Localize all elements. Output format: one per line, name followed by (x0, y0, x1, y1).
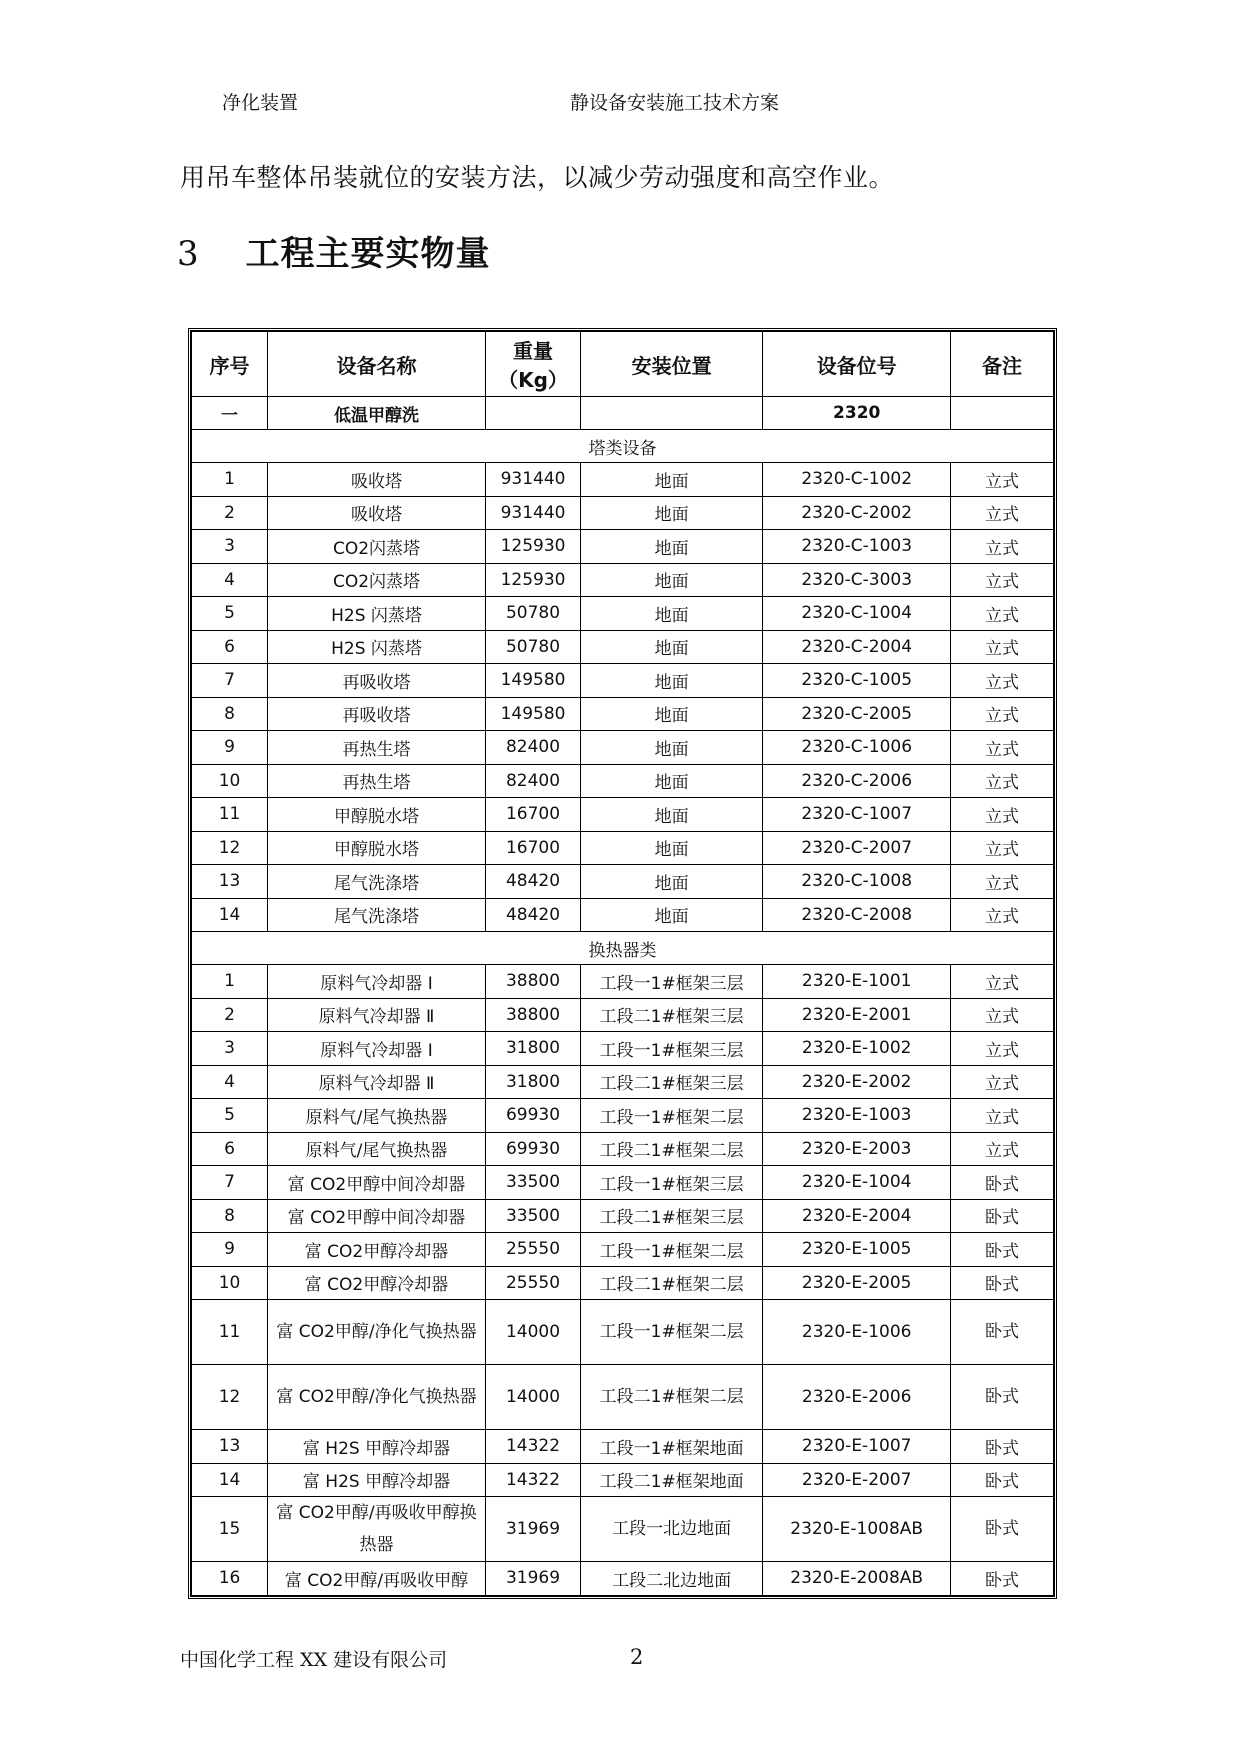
cell-remark: 立式 (951, 530, 1054, 564)
cell-weight: 31800 (486, 1065, 581, 1099)
cell-seq: 2 (192, 998, 268, 1032)
cell-seq: 14 (192, 1463, 268, 1497)
cell-remark: 立式 (951, 764, 1054, 798)
cell-weight: 50780 (486, 630, 581, 664)
cell-location: 地面 (581, 664, 763, 698)
table-row (192, 563, 1054, 597)
cell-seq: 4 (192, 1065, 268, 1099)
cell-location: 工段二1#框架三层 (581, 1065, 763, 1099)
header-seq: 序号 (192, 332, 268, 397)
cell-location: 地面 (581, 530, 763, 564)
cell-weight: 16700 (486, 831, 581, 865)
table-header-row (192, 332, 1054, 397)
table-row (192, 463, 1054, 497)
cell-weight: 14000 (486, 1300, 581, 1365)
cell-seq: 14 (192, 898, 268, 932)
cell-location: 工段一1#框架二层 (581, 1233, 763, 1267)
table-row (192, 865, 1054, 899)
table-row (192, 664, 1054, 698)
cell-tag: 2320-C-1005 (763, 664, 951, 698)
cell-tag: 2320-C-2006 (763, 764, 951, 798)
cell-seq: 15 (192, 1497, 268, 1562)
cell-location: 地面 (581, 865, 763, 899)
cell-location: 地面 (581, 697, 763, 731)
cell-tag: 2320-C-3003 (763, 563, 951, 597)
category-label: 塔类设备 (192, 430, 1054, 463)
table-row (192, 998, 1054, 1032)
cell-name: 富 CO2甲醇冷却器 (268, 1233, 486, 1267)
category-label: 换热器类 (192, 932, 1054, 965)
cell-tag: 2320-C-1006 (763, 731, 951, 765)
equipment-table (188, 328, 1057, 1599)
cell-location: 地面 (581, 798, 763, 832)
cell-seq: 10 (192, 1266, 268, 1300)
page-footer (0, 1645, 1241, 1675)
cell-name: 吸收塔 (268, 496, 486, 530)
cell-seq: 7 (192, 1166, 268, 1200)
group-seq: 一 (192, 397, 268, 430)
cell-tag: 2320-E-2001 (763, 998, 951, 1032)
cell-location: 地面 (581, 563, 763, 597)
cell-seq: 10 (192, 764, 268, 798)
cell-name: 再吸收塔 (268, 664, 486, 698)
cell-seq: 5 (192, 1099, 268, 1133)
cell-location: 工段一1#框架三层 (581, 1032, 763, 1066)
cell-tag: 2320-E-1007 (763, 1430, 951, 1464)
cell-seq: 3 (192, 1032, 268, 1066)
cell-seq: 13 (192, 865, 268, 899)
cell-weight: 125930 (486, 530, 581, 564)
table-row (192, 1497, 1054, 1562)
header-tag: 设备位号 (763, 332, 951, 397)
cell-weight: 25550 (486, 1266, 581, 1300)
cell-tag: 2320-E-1001 (763, 965, 951, 999)
cell-tag: 2320-C-1002 (763, 463, 951, 497)
table-row (192, 1300, 1054, 1365)
intro-paragraph: 用吊车整体吊装就位的安装方法，以减少劳动强度和高空作业。 (180, 163, 895, 192)
cell-remark: 立式 (951, 898, 1054, 932)
cell-location: 工段二1#框架地面 (581, 1463, 763, 1497)
cell-weight: 31969 (486, 1497, 581, 1562)
table-row (192, 1233, 1054, 1267)
cell-name: 甲醇脱水塔 (268, 831, 486, 865)
cell-name: 富 CO2甲醇中间冷却器 (268, 1199, 486, 1233)
cell-remark: 卧式 (951, 1199, 1054, 1233)
cell-remark: 立式 (951, 1032, 1054, 1066)
cell-tag: 2320-E-1006 (763, 1300, 951, 1365)
cell-weight: 931440 (486, 463, 581, 497)
cell-location: 地面 (581, 731, 763, 765)
cell-remark: 卧式 (951, 1365, 1054, 1430)
cell-name: 原料气冷却器 Ⅱ (268, 998, 486, 1032)
cell-weight: 48420 (486, 865, 581, 899)
cell-tag: 2320-E-2005 (763, 1266, 951, 1300)
cell-name: H2S 闪蒸塔 (268, 597, 486, 631)
cell-tag: 2320-E-2003 (763, 1132, 951, 1166)
cell-weight: 149580 (486, 697, 581, 731)
cell-weight: 25550 (486, 1233, 581, 1267)
cell-remark: 立式 (951, 865, 1054, 899)
cell-weight: 14322 (486, 1463, 581, 1497)
cell-name: 吸收塔 (268, 463, 486, 497)
cell-remark: 立式 (951, 1065, 1054, 1099)
table-row (192, 597, 1054, 631)
cell-weight: 33500 (486, 1199, 581, 1233)
cell-location: 工段一1#框架三层 (581, 965, 763, 999)
cell-location: 地面 (581, 597, 763, 631)
cell-remark: 卧式 (951, 1233, 1054, 1267)
cell-name: H2S 闪蒸塔 (268, 630, 486, 664)
table-row (192, 898, 1054, 932)
cell-seq: 12 (192, 1365, 268, 1430)
cell-location: 工段一1#框架二层 (581, 1300, 763, 1365)
table-row (192, 530, 1054, 564)
cell-seq: 5 (192, 597, 268, 631)
table-row (192, 1032, 1054, 1066)
cell-location: 地面 (581, 898, 763, 932)
cell-location: 地面 (581, 496, 763, 530)
cell-name: 原料气冷却器 Ⅰ (268, 965, 486, 999)
cell-remark: 卧式 (951, 1562, 1054, 1596)
cell-tag: 2320-C-2002 (763, 496, 951, 530)
cell-name: 原料气冷却器 Ⅱ (268, 1065, 486, 1099)
header-weight (486, 332, 581, 397)
cell-seq: 6 (192, 1132, 268, 1166)
cell-seq: 1 (192, 965, 268, 999)
cell-weight: 82400 (486, 731, 581, 765)
header-left: 净化装置 (222, 92, 299, 114)
cell-location: 工段一北边地面 (581, 1497, 763, 1562)
cell-remark: 卧式 (951, 1497, 1054, 1562)
cell-name: 原料气/尾气换热器 (268, 1099, 486, 1133)
table-row (192, 831, 1054, 865)
cell-name: 再热生塔 (268, 764, 486, 798)
cell-name: 尾气洗涤塔 (268, 865, 486, 899)
cell-name: 甲醇脱水塔 (268, 798, 486, 832)
header-location: 安装位置 (581, 332, 763, 397)
cell-tag: 2320-C-1004 (763, 597, 951, 631)
table-row (192, 1132, 1054, 1166)
cell-weight: 50780 (486, 597, 581, 631)
cell-weight: 48420 (486, 898, 581, 932)
cell-seq: 11 (192, 1300, 268, 1365)
cell-name: 再热生塔 (268, 731, 486, 765)
cell-location: 工段一1#框架二层 (581, 1099, 763, 1133)
cell-tag: 2320-C-1007 (763, 798, 951, 832)
cell-name: 原料气冷却器 Ⅰ (268, 1032, 486, 1066)
cell-name: 富 CO2甲醇中间冷却器 (268, 1166, 486, 1200)
cell-seq: 11 (192, 798, 268, 832)
cell-name: CO2闪蒸塔 (268, 530, 486, 564)
table-row (192, 1266, 1054, 1300)
cell-weight: 38800 (486, 998, 581, 1032)
cell-tag: 2320-C-2005 (763, 697, 951, 731)
cell-remark: 立式 (951, 1132, 1054, 1166)
cell-seq: 4 (192, 563, 268, 597)
page-header (0, 88, 1241, 118)
header-remark: 备注 (951, 332, 1054, 397)
cell-tag: 2320-E-2008AB (763, 1562, 951, 1596)
cell-name: 原料气/尾气换热器 (268, 1132, 486, 1166)
category-row-exchangers (192, 932, 1054, 965)
cell-remark: 卧式 (951, 1266, 1054, 1300)
cell-name: 富 CO2甲醇/净化气换热器 (268, 1300, 486, 1365)
cell-weight: 31969 (486, 1562, 581, 1596)
cell-remark: 卧式 (951, 1300, 1054, 1365)
cell-tag: 2320-E-1005 (763, 1233, 951, 1267)
cell-remark: 卧式 (951, 1430, 1054, 1464)
cell-seq: 8 (192, 697, 268, 731)
table-row (192, 1365, 1054, 1430)
cell-remark: 立式 (951, 496, 1054, 530)
cell-remark: 立式 (951, 597, 1054, 631)
cell-location: 工段一1#框架地面 (581, 1430, 763, 1464)
cell-seq: 6 (192, 630, 268, 664)
cell-remark: 立式 (951, 630, 1054, 664)
cell-location: 工段二1#框架三层 (581, 1199, 763, 1233)
cell-weight: 931440 (486, 496, 581, 530)
group-remark (951, 397, 1054, 430)
section-heading (177, 226, 490, 275)
cell-name: 富 CO2甲醇/再吸收甲醇 (268, 1562, 486, 1596)
cell-seq: 9 (192, 731, 268, 765)
cell-name: 再吸收塔 (268, 697, 486, 731)
cell-tag: 2320-E-1003 (763, 1099, 951, 1133)
table-row (192, 496, 1054, 530)
cell-location: 地面 (581, 463, 763, 497)
table-row (192, 965, 1054, 999)
cell-seq: 1 (192, 463, 268, 497)
header-weight-line1: 重量 (513, 339, 554, 363)
header-weight-line2: （Kg） (498, 368, 568, 392)
cell-remark: 立式 (951, 664, 1054, 698)
table-row (192, 764, 1054, 798)
cell-tag: 2320-E-2007 (763, 1463, 951, 1497)
category-row-towers (192, 430, 1054, 463)
cell-remark: 立式 (951, 831, 1054, 865)
cell-remark: 立式 (951, 1099, 1054, 1133)
cell-name: 富 H2S 甲醇冷却器 (268, 1463, 486, 1497)
cell-seq: 16 (192, 1562, 268, 1596)
cell-tag: 2320-C-2004 (763, 630, 951, 664)
table-row (192, 697, 1054, 731)
cell-name: 尾气洗涤塔 (268, 898, 486, 932)
cell-tag: 2320-E-2002 (763, 1065, 951, 1099)
cell-location: 工段二1#框架二层 (581, 1132, 763, 1166)
cell-tag: 2320-C-2008 (763, 898, 951, 932)
header-title: 静设备安装施工技术方案 (570, 92, 780, 114)
cell-weight: 69930 (486, 1099, 581, 1133)
cell-remark: 立式 (951, 998, 1054, 1032)
cell-weight: 31800 (486, 1032, 581, 1066)
section-title: 工程主要实物量 (245, 234, 491, 274)
group-location (581, 397, 763, 430)
cell-seq: 13 (192, 1430, 268, 1464)
cell-tag: 2320-C-1008 (763, 865, 951, 899)
cell-remark: 立式 (951, 563, 1054, 597)
cell-tag: 2320-E-2006 (763, 1365, 951, 1430)
table-row (192, 1430, 1054, 1464)
cell-location: 地面 (581, 764, 763, 798)
group-weight (486, 397, 581, 430)
cell-remark: 立式 (951, 697, 1054, 731)
cell-weight: 149580 (486, 664, 581, 698)
cell-name: 富 CO2甲醇/净化气换热器 (268, 1365, 486, 1430)
page-number: 2 (630, 1645, 644, 1669)
cell-weight: 82400 (486, 764, 581, 798)
cell-tag: 2320-E-1004 (763, 1166, 951, 1200)
cell-tag: 2320-E-1008AB (763, 1497, 951, 1562)
group-name: 低温甲醇洗 (268, 397, 486, 430)
footer-company: 中国化学工程 XX 建设有限公司 (180, 1649, 448, 1671)
cell-name: 富 H2S 甲醇冷却器 (268, 1430, 486, 1464)
header-name: 设备名称 (268, 332, 486, 397)
table-row (192, 1199, 1054, 1233)
cell-weight: 33500 (486, 1166, 581, 1200)
cell-seq: 9 (192, 1233, 268, 1267)
cell-remark: 立式 (951, 798, 1054, 832)
cell-remark: 立式 (951, 965, 1054, 999)
cell-seq: 7 (192, 664, 268, 698)
cell-location: 地面 (581, 831, 763, 865)
cell-location: 工段二1#框架三层 (581, 998, 763, 1032)
cell-name: 富 CO2甲醇冷却器 (268, 1266, 486, 1300)
cell-name: 富 CO2甲醇/再吸收甲醇换热器 (268, 1497, 486, 1562)
cell-weight: 38800 (486, 965, 581, 999)
cell-weight: 69930 (486, 1132, 581, 1166)
cell-weight: 16700 (486, 798, 581, 832)
cell-remark: 立式 (951, 463, 1054, 497)
table-row (192, 1166, 1054, 1200)
cell-seq: 12 (192, 831, 268, 865)
cell-seq: 8 (192, 1199, 268, 1233)
cell-name: CO2闪蒸塔 (268, 563, 486, 597)
table-row (192, 1099, 1054, 1133)
cell-location: 工段一1#框架三层 (581, 1166, 763, 1200)
table-row (192, 1562, 1054, 1596)
table-row (192, 1463, 1054, 1497)
table-row (192, 798, 1054, 832)
cell-weight: 14322 (486, 1430, 581, 1464)
group-tag: 2320 (763, 397, 951, 430)
cell-weight: 14000 (486, 1365, 581, 1430)
section-number: 3 (177, 234, 199, 274)
cell-seq: 2 (192, 496, 268, 530)
cell-location: 地面 (581, 630, 763, 664)
table-row (192, 1065, 1054, 1099)
cell-location: 工段二1#框架二层 (581, 1266, 763, 1300)
cell-location: 工段二北边地面 (581, 1562, 763, 1596)
cell-weight: 125930 (486, 563, 581, 597)
cell-seq: 3 (192, 530, 268, 564)
cell-tag: 2320-C-1003 (763, 530, 951, 564)
cell-remark: 卧式 (951, 1166, 1054, 1200)
cell-location: 工段二1#框架二层 (581, 1365, 763, 1430)
table-row (192, 630, 1054, 664)
cell-remark: 卧式 (951, 1463, 1054, 1497)
cell-tag: 2320-E-1002 (763, 1032, 951, 1066)
group-row (192, 397, 1054, 430)
cell-remark: 立式 (951, 731, 1054, 765)
table-row (192, 731, 1054, 765)
cell-tag: 2320-E-2004 (763, 1199, 951, 1233)
cell-tag: 2320-C-2007 (763, 831, 951, 865)
